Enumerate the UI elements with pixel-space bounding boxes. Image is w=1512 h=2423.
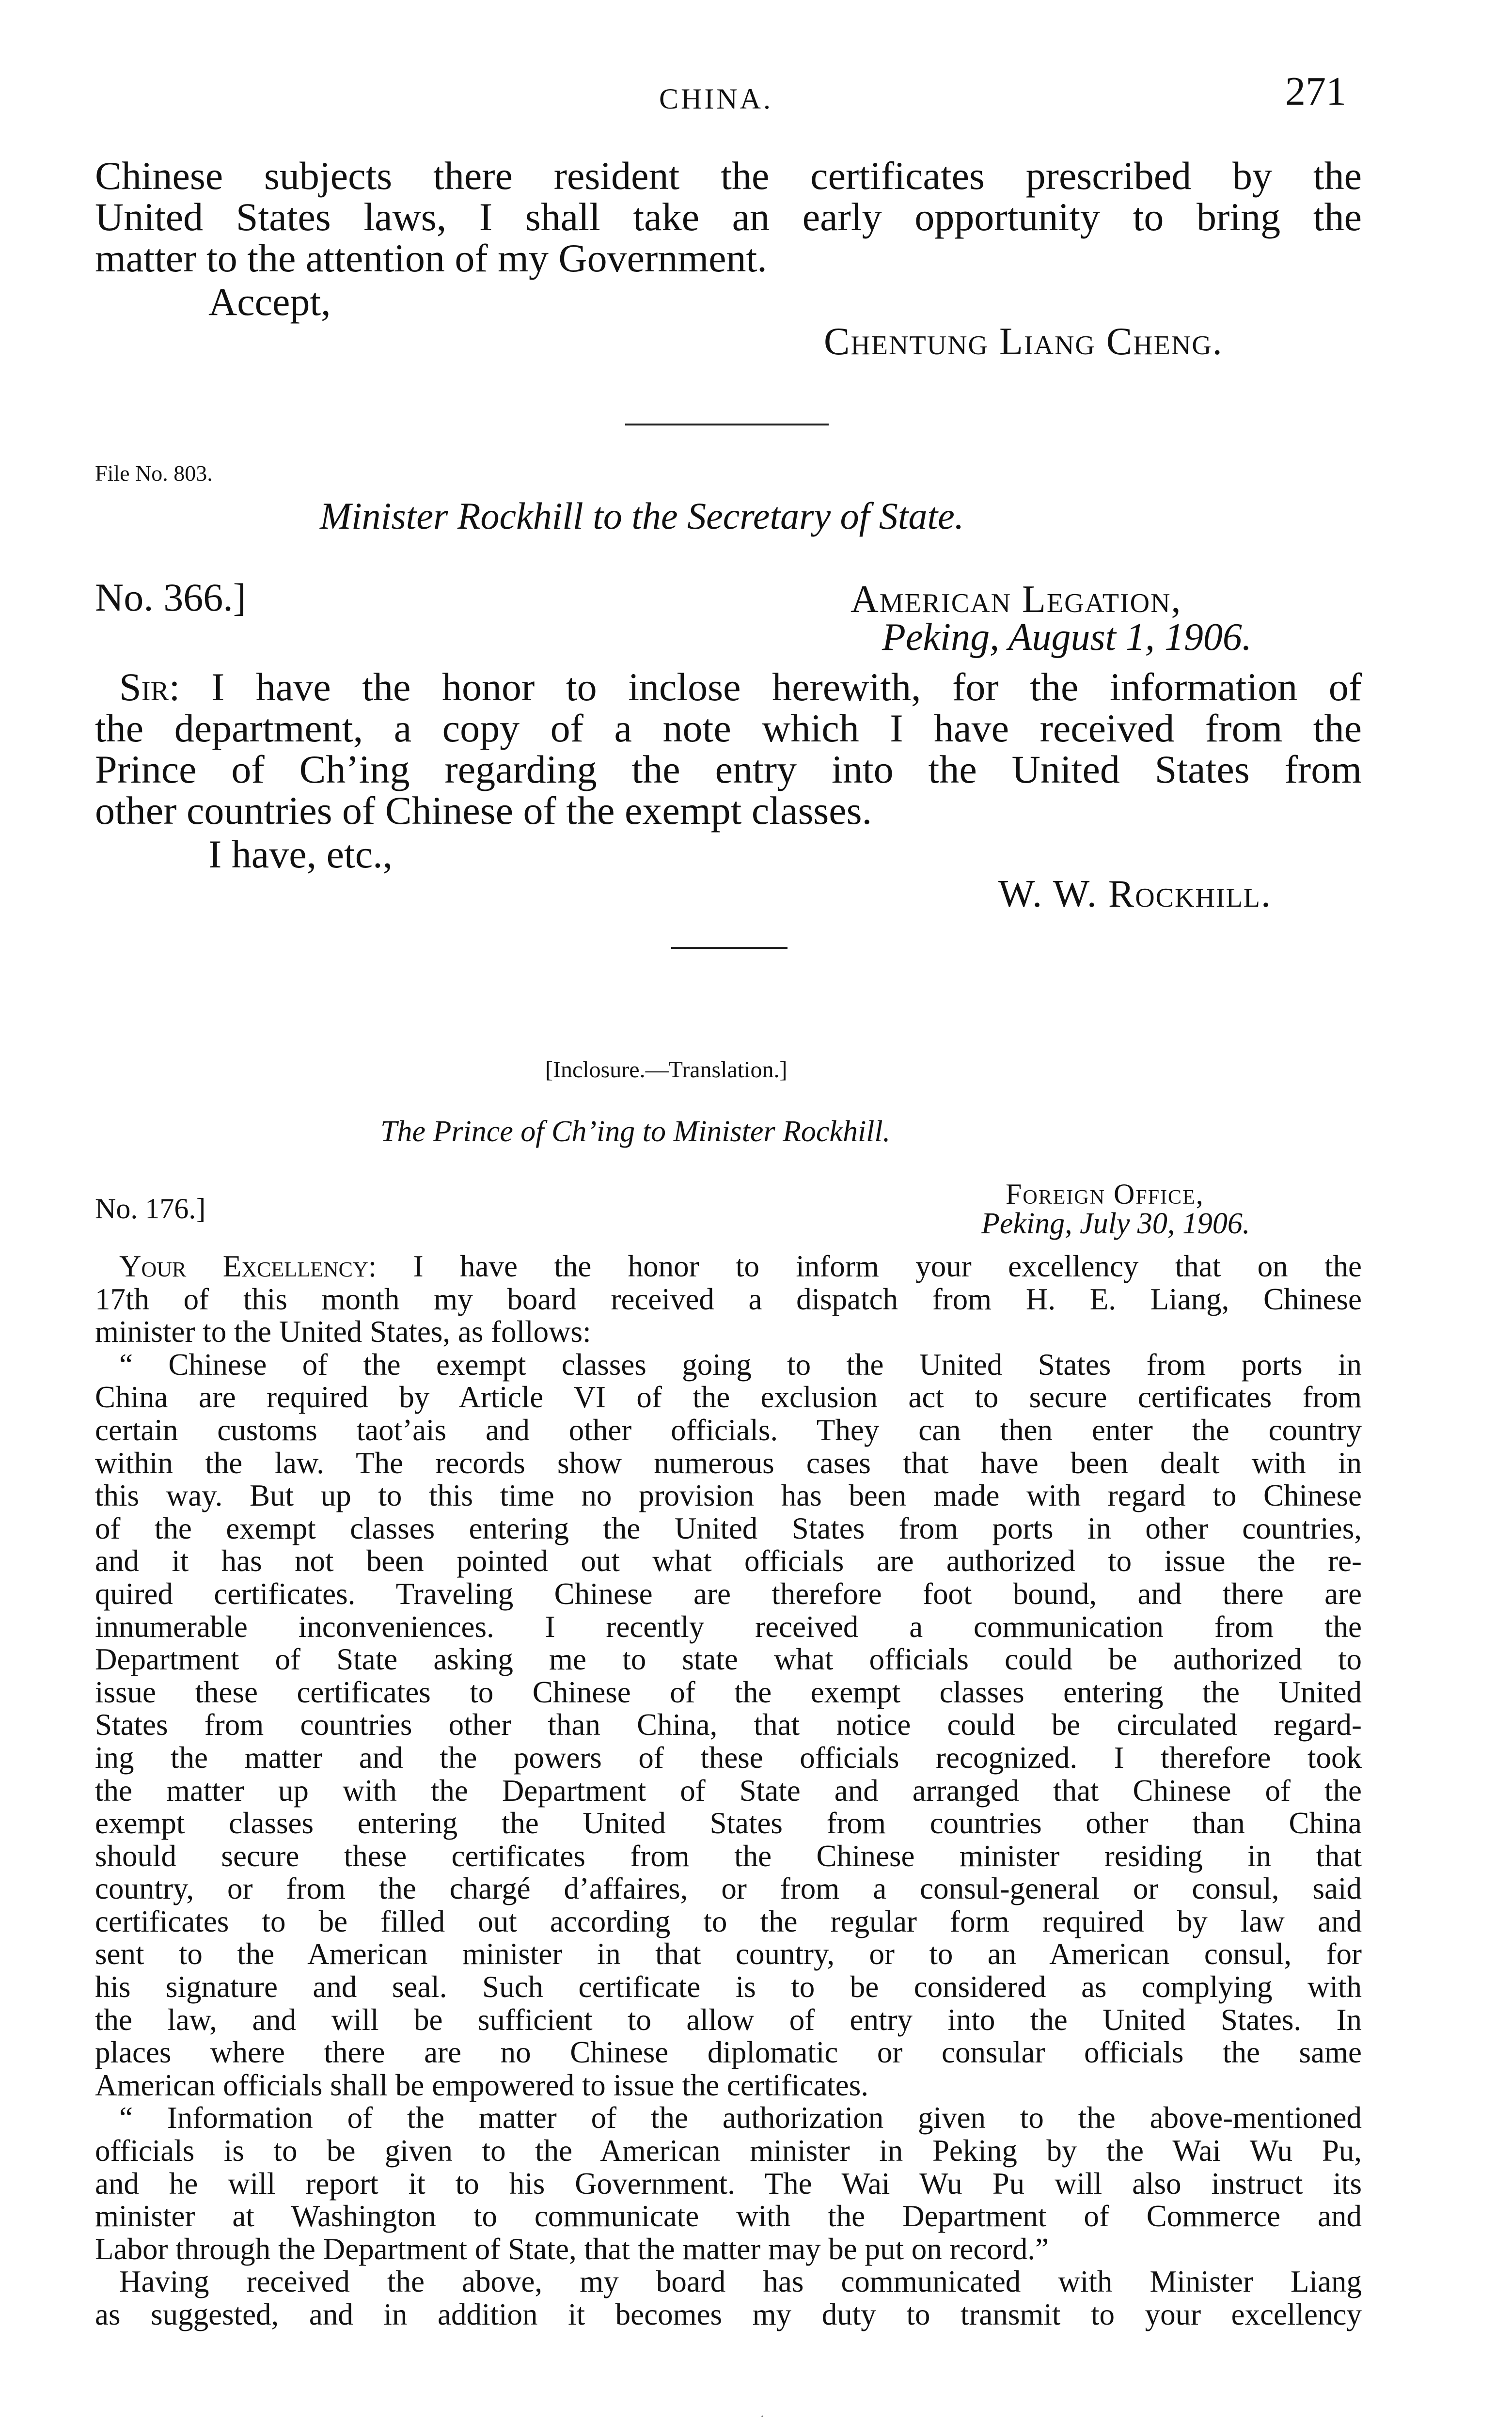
- salutation: Sir: [119, 665, 169, 709]
- legation-name: American Legation,: [850, 578, 1182, 621]
- text-line: Labor through the Department of State, that the matter may be put on record.”: [95, 2232, 1049, 2266]
- text-line: issue these certificates to Chinese of the exempt classes entering the United: [95, 1675, 1362, 1709]
- text-line: the law, and will be sufficient to allow of entry into the United States. In: [95, 2002, 1362, 2037]
- letter-title: Minister Rockhill to the Secretary of State.: [320, 495, 964, 537]
- text-line: China are required by Article VI of the exclusion act to secure certificates from: [95, 1380, 1362, 1415]
- text-line: his signature and seal. Such certificate is to be considered as complying with: [95, 1970, 1362, 2004]
- text-line: [95, 666, 1362, 708]
- text-line: and it has not been pointed out what officials are authorized to issue the re-: [95, 1544, 1362, 1578]
- text-line: other countries of Chinese of the exempt classes.: [95, 788, 872, 833]
- second-letter-body: [95, 666, 1362, 831]
- text-line-rest: : I have the honor to inclose herewith, for the information of: [169, 665, 1362, 709]
- text-line: should secure these certificates from the Chinese minister residing in that: [95, 1839, 1362, 1873]
- text-line: innumerable inconveniences. I recently received a communication from the: [95, 1609, 1362, 1644]
- text-line-rest: : I have the honor to inform your excellency that on the: [368, 1249, 1362, 1283]
- text-line: “ Information of the matter of the authorization given to the above-mentioned: [119, 2101, 1362, 2135]
- section-divider: [625, 424, 829, 425]
- page-mark: ·: [760, 2408, 765, 2423]
- first-letter-closing: Accept,: [208, 280, 331, 324]
- inclosure-place-date: Peking, July 30, 1906.: [981, 1207, 1250, 1240]
- text-line: this way. But up to this time no provision has been made with regard to Chinese: [95, 1479, 1362, 1513]
- inclosure-number: No. 176.]: [95, 1193, 206, 1225]
- text-line: minister to the United States, as follows:: [95, 1315, 591, 1349]
- page-number: 271: [1285, 69, 1346, 114]
- text-line: the matter up with the Department of State and arranged that Chinese of the: [95, 1773, 1362, 1808]
- text-line: within the law. The records show numerous cases that have been dealt with in: [95, 1446, 1362, 1480]
- text-line: United States laws, I shall take an early opportunity to bring the: [95, 195, 1362, 239]
- file-number: File No. 803.: [95, 461, 213, 486]
- first-letter-signature: Chentung Liang Cheng.: [824, 320, 1223, 363]
- text-line: certificates to be filled out according to the regular form required by law and: [95, 1904, 1362, 1938]
- text-line: minister at Washington to communicate with the Department of Commerce and: [95, 2199, 1362, 2234]
- text-line: quired certificates. Traveling Chinese are therefore foot bound, and there are: [95, 1576, 1362, 1611]
- salutation: Your Excellency: [119, 1249, 368, 1283]
- first-letter-body: [95, 155, 1362, 279]
- office-name: Foreign Office,: [1006, 1178, 1204, 1210]
- text-line: matter to the attention of my Government.: [95, 236, 767, 280]
- text-line: country, or from the chargé d’affaires, or from a consul-general or consul, said: [95, 1872, 1362, 1906]
- text-line: [95, 1250, 1362, 1283]
- text-line: the department, a copy of a note which I have received from the: [95, 706, 1362, 750]
- inclosure-label: [Inclosure.—Translation.]: [545, 1057, 788, 1083]
- text-line: “ Chinese of the exempt classes going to the United States from ports in: [119, 1347, 1362, 1382]
- text-line: and he will report it to his Government. The Wai Wu Pu will also instruct its: [95, 2166, 1362, 2201]
- inclosure-body: [95, 1250, 1362, 2331]
- text-line: Having received the above, my board has communicated with Minister Liang: [119, 2265, 1362, 2299]
- second-letter-closing: I have, etc.,: [208, 832, 393, 876]
- text-line: of the exempt classes entering the United States from ports in other countries,: [95, 1511, 1362, 1545]
- text-line: certain customs taot’ais and other officials. They can then enter the country: [95, 1413, 1362, 1447]
- text-line: officials is to be given to the American minister in Peking by the Wai Wu Pu,: [95, 2134, 1362, 2168]
- section-divider: [671, 947, 788, 949]
- text-line: Department of State asking me to state what officials could be authorized to: [95, 1642, 1362, 1677]
- dispatch-number: No. 366.]: [95, 575, 247, 619]
- text-line: ing the matter and the powers of these officials recognized. I therefore took: [95, 1740, 1362, 1775]
- text-line: places where there are no Chinese diplomatic or consular officials the same: [95, 2035, 1362, 2070]
- text-line: American officials shall be empowered to issue the certificates.: [95, 2068, 868, 2102]
- text-line: States from countries other than China, that notice could be circulated regard-: [95, 1708, 1362, 1742]
- text-line: exempt classes entering the United States from countries other than China: [95, 1806, 1362, 1841]
- inclosure-title: The Prince of Ch’ing to Minister Rockhill.: [380, 1115, 891, 1148]
- place-date: Peking, August 1, 1906.: [882, 616, 1252, 659]
- running-title: CHINA.: [659, 83, 773, 115]
- text-line: 17th of this month my board received a dispatch from H. E. Liang, Chinese: [95, 1282, 1362, 1316]
- text-line: Prince of Ch’ing regarding the entry into the United States from: [95, 747, 1362, 791]
- text-line: Chinese subjects there resident the certificates prescribed by the: [95, 154, 1362, 198]
- text-line: sent to the American minister in that country, or to an American consul, for: [95, 1937, 1362, 1971]
- text-line: as suggested, and in addition it becomes my duty to transmit to your excellency: [95, 2297, 1362, 2331]
- second-letter-signature: W. W. Rockhill.: [998, 873, 1272, 915]
